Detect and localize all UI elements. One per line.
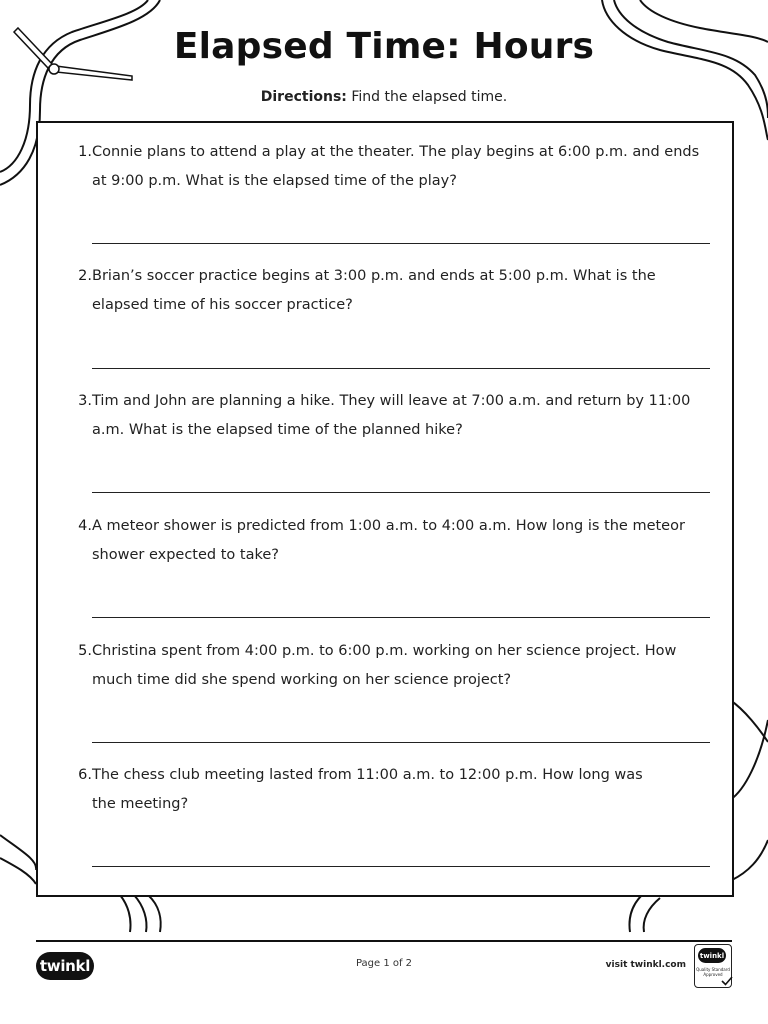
questions-box (36, 121, 734, 897)
question-number: 3. (78, 393, 92, 409)
question-number: 2. (78, 268, 92, 284)
answer-line[interactable] (92, 243, 710, 244)
question-number: 1. (78, 144, 92, 160)
page-number: Page 1 of 2 (355, 958, 413, 969)
check-icon (721, 975, 733, 987)
directions (0, 89, 768, 105)
quality-badge (694, 944, 732, 988)
question-text: Tim and John are planning a hike. They will leave at 7:00 a.m. and return by 11:00 a.m. What is the elapsed time of the planned hike? (92, 393, 691, 438)
footer-divider (36, 940, 732, 942)
question-number: 4. (78, 518, 92, 534)
answer-line[interactable] (92, 368, 710, 369)
badge-text: Quality Standard Approved (696, 967, 730, 977)
answer-line[interactable] (92, 742, 710, 743)
question-text: A meteor shower is predicted from 1:00 a.m. to 4:00 a.m. How long is the meteor shower expected to take? (92, 518, 685, 563)
visit-link[interactable]: visit twinkl.com (605, 960, 686, 970)
page-title: Elapsed Time: Hours (173, 26, 595, 67)
question-text: Christina spent from 4:00 p.m. to 6:00 p.m. working on her science project. How much time did she spend working on her science project? (92, 643, 677, 688)
twinkl-logo[interactable]: twinkl (36, 952, 94, 980)
answer-line[interactable] (92, 617, 710, 618)
question-text: Connie plans to attend a play at the theater. The play begins at 6:00 p.m. and ends at 9:00 p.m. What is the elapsed time of the play? (92, 144, 700, 189)
answer-line[interactable] (92, 492, 710, 493)
answer-line[interactable] (92, 866, 710, 867)
question-text: The chess club meeting lasted from 11:00 a.m. to 12:00 p.m. How long was the meeting? (92, 767, 643, 812)
question-number: 5. (78, 643, 92, 659)
question-number: 6. (78, 767, 92, 783)
badge-logo: twinkl (698, 948, 726, 963)
directions-text: Find the elapsed time. (351, 89, 508, 105)
directions-label: Directions: (260, 89, 347, 105)
question-text: Brian’s soccer practice begins at 3:00 p.m. and ends at 5:00 p.m. What is the elapsed time of his soccer practice? (92, 268, 656, 313)
